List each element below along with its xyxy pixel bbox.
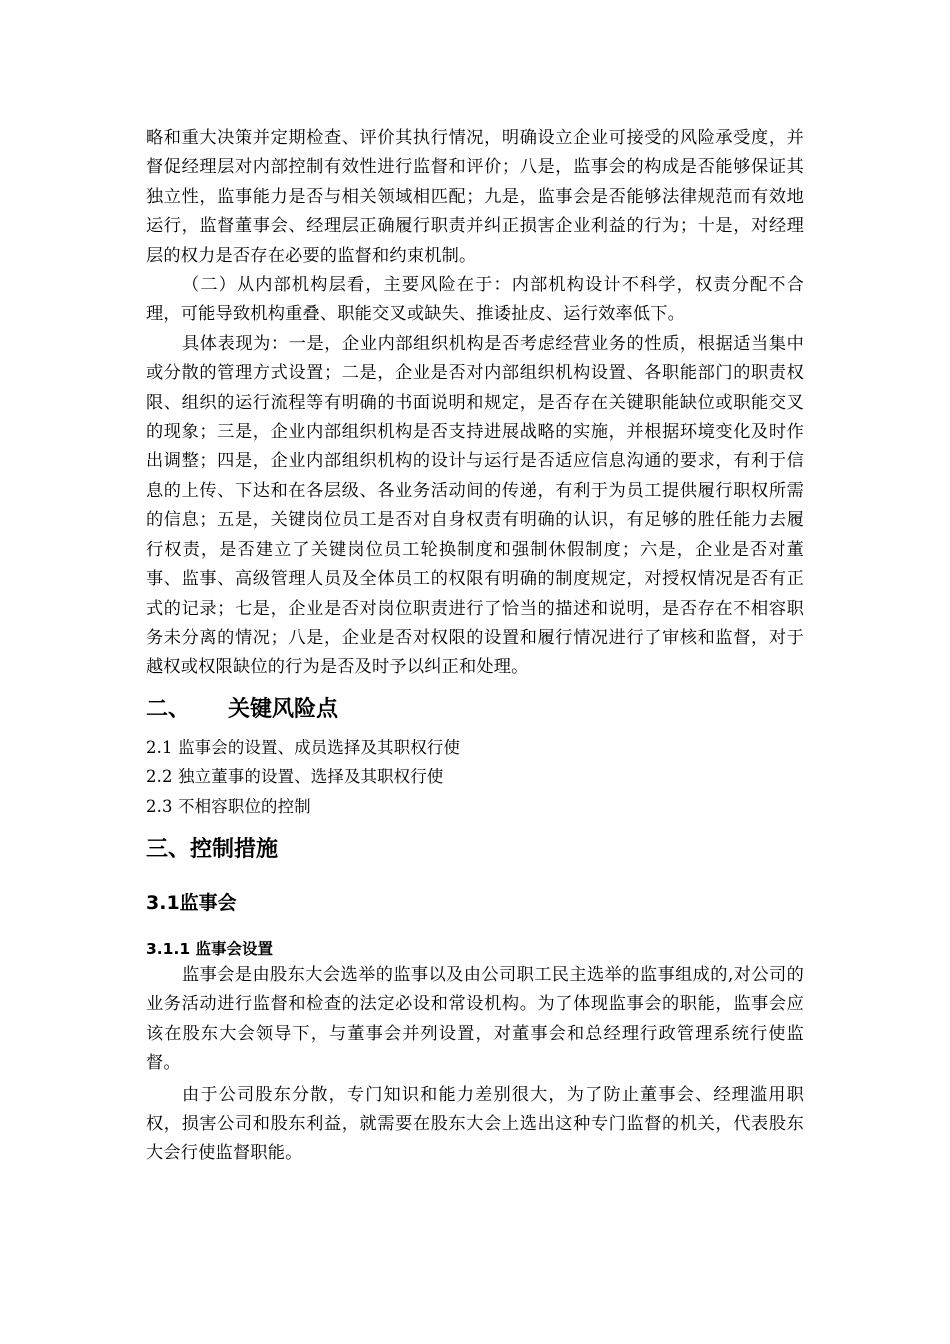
section2-heading [146, 695, 804, 725]
list-item: 2.2 独立董事的设置、选择及其职权行使 [146, 767, 444, 787]
internal-org-intro: （二）从内部机构层看，主要风险在于：内部机构设计不科学，权责分配不合理，可能导致机构重叠、职能交叉或缺失、推诿扯皮、运行效率低下。 [146, 275, 804, 325]
supervisory-board-para-1: 监事会是由股东大会选举的监事以及由公司职工民主选举的监事组成的,对公司的业务活动进行监督和检查的法定必设和常设机构。为了体现监事会的职能，监事会应该在股东大会领导下，与董事会并列设置，对董事会和总经理行政管理系统行使监督。 [146, 964, 804, 1074]
risk-point-list [146, 733, 804, 821]
list-item: 2.1 监事会的设置、成员选择及其职权行使 [146, 737, 461, 757]
section2-title: 关键风险点 [228, 696, 339, 722]
subsection-3-1-heading: 3.1监事会 [146, 891, 237, 914]
section3-heading: 三、控制措施 [146, 836, 279, 862]
subsection-3-1-1-heading: 3.1.1 监事会设置 [146, 939, 274, 958]
internal-org-detail: 具体表现为：一是，企业内部组织机构是否考虑经营业务的性质，根据适当集中或分散的管理方式设置；二是，企业是否对内部组织机构设置、各职能部门的职责权限、组织的运行流程等有明确的书面说明和规定，是否存在关键职能缺位或职能交叉的现象；三是，企业内部组织机构是否支持进展战略的实施，并根据环境变化及时作出调整；四是，企业内部组织机构的设计与运行是否适应信息沟通的要求，有利于信息的上传、下达和在各层级、各业务活动间的传递，有利于为员工提供履行职权所需的信息；五是，关键岗位员工是否对自身权责有明确的认识，有足够的胜任能力去履行权责，是否建立了关键岗位员工轮换制度和强制休假制度；六是，企业是否对董事、监事、高级管理人员及全体员工的权限有明确的制度规定，对授权情况是否有正式的记录；七是，企业是否对岗位职责进行了恰当的描述和说明，是否存在不相容职务未分离的情况；八是，企业是否对权限的设置和履行情况进行了审核和监督，对于越权或权限缺位的行为是否及时予以纠正和处理。 [146, 333, 804, 678]
section2-number: 二、 [146, 696, 191, 722]
supervisory-board-para-2: 由于公司股东分散，专门知识和能力差别很大，为了防止董事会、经理滥用职权，损害公司和股东利益，就需要在股东大会上选出这种专门监督的机关，代表股东大会行使监督职能。 [146, 1084, 804, 1164]
continued-paragraph: 略和重大决策并定期检查、评价其执行情况，明确设立企业可接受的风险承受度，并督促经理层对内部控制有效性进行监督和评价；八是，监事会的构成是否能够保证其独立性，监事能力是否与相关领域相匹配；九是，监事会是否能够法律规范而有效地运行，监督董事会、经理层正确履行职责并纠正损害企业利益的行为；十是，对经理层的权力是否存在必要的监督和约束机制。 [146, 128, 804, 266]
list-item: 2.3 不相容职位的控制 [146, 796, 311, 816]
